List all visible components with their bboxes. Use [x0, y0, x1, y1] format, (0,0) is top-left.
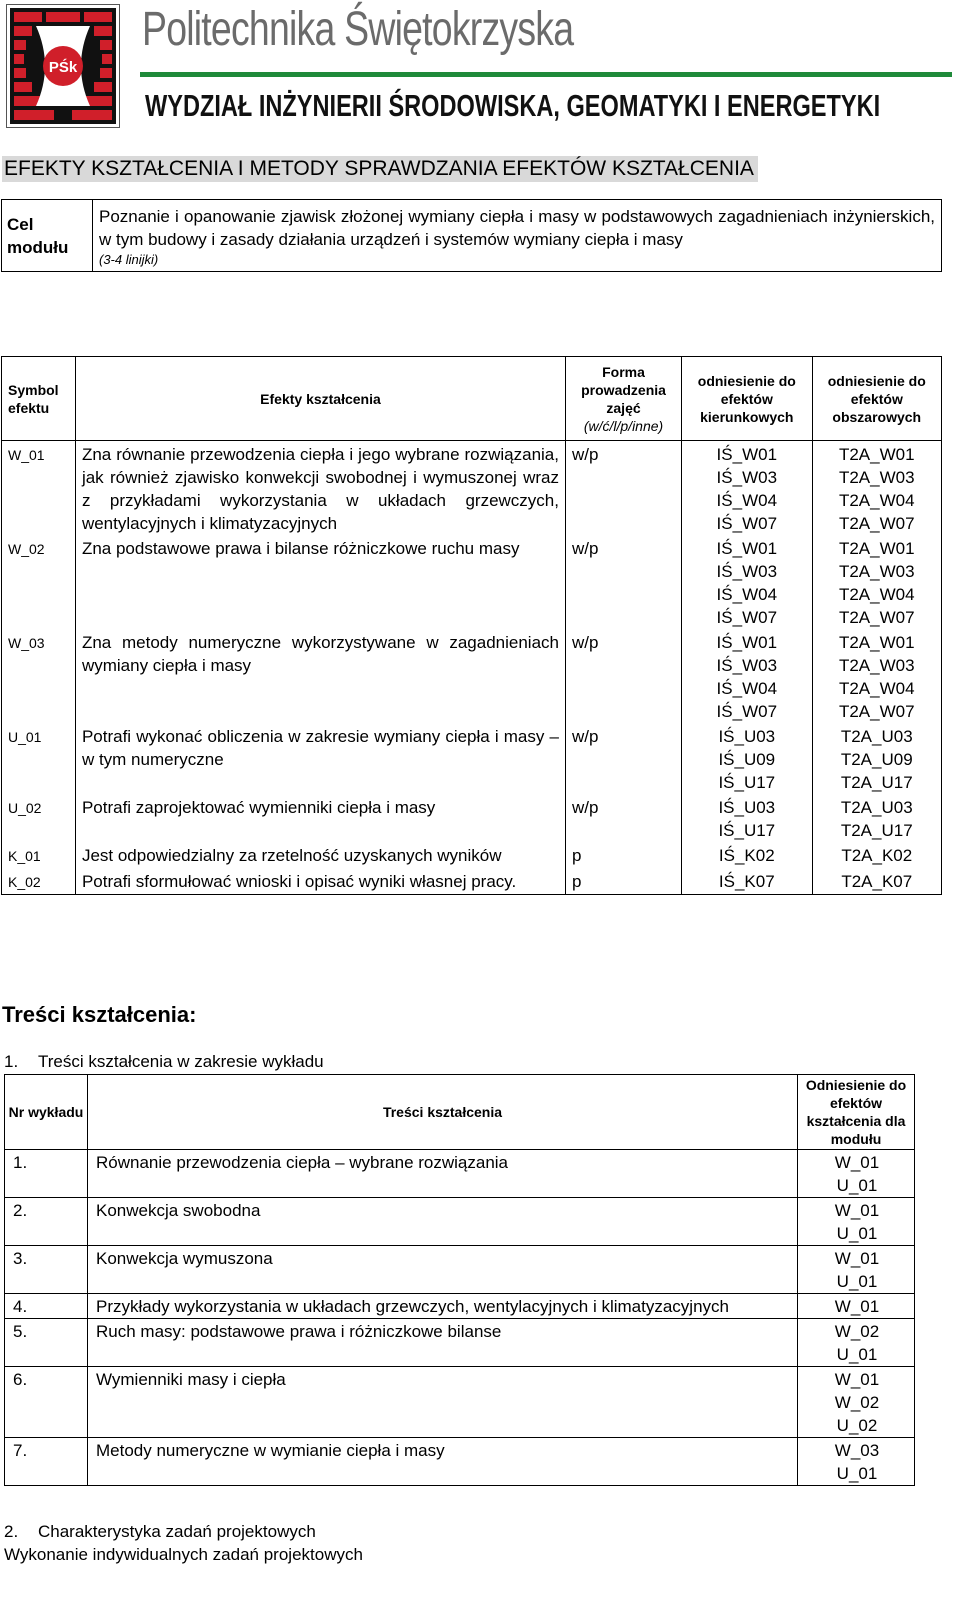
- outcome-description: Zna metody numeryczne wykorzystywane w zagadnieniach wymiany ciepła i masy: [75, 629, 565, 723]
- outcome-kier-refs: IŚ_U03 IŚ_U17: [682, 794, 812, 842]
- lecture-topic: Konwekcja swobodna: [88, 1198, 798, 1246]
- university-name: Politechnika Świętokrzyska: [142, 3, 574, 56]
- lecture-topic: Równanie przewodzenia ciepła – wybrane rozwiązania: [88, 1150, 798, 1198]
- lecture-row: [5, 1367, 915, 1438]
- outcome-row: [2, 868, 942, 895]
- lecture-number: 2.: [5, 1198, 88, 1246]
- outcome-kier-refs: IŚ_W01 IŚ_W03 IŚ_W04 IŚ_W07: [682, 535, 812, 629]
- section-title: EFEKTY KSZTAŁCENIA I METODY SPRAWDZANIA EFEKTÓW KSZTAŁCENIA: [2, 156, 758, 182]
- outcome-forma: w/p: [565, 629, 681, 723]
- university-logo: [6, 4, 120, 128]
- outcome-forma: p: [565, 842, 681, 868]
- lecture-row: [5, 1319, 915, 1367]
- lecture-outcome-refs: W_01 U_01: [798, 1150, 915, 1198]
- lecture-topic: Metody numeryczne w wymianie ciepła i masy: [88, 1438, 798, 1486]
- outcome-row: [2, 794, 942, 842]
- outcome-kier-refs: IŚ_K07: [682, 868, 812, 895]
- lecture-row: [5, 1246, 915, 1294]
- module-goal-cell: [93, 200, 942, 272]
- outcome-symbol: W_02: [2, 535, 76, 629]
- outcome-obsz-refs: T2A_K07: [812, 868, 941, 895]
- outcome-forma: w/p: [565, 723, 681, 794]
- lecture-number: 3.: [5, 1246, 88, 1294]
- outcome-forma: w/p: [565, 441, 681, 536]
- header-efekty: Efekty kształcenia: [75, 357, 565, 441]
- module-goal-label: Cel modułu: [2, 200, 93, 272]
- learning-outcomes-table: [1, 356, 942, 895]
- outcome-obsz-refs: T2A_U03 T2A_U09 T2A_U17: [812, 723, 941, 794]
- outcome-description: Zna równanie przewodzenia ciepła i jego wybrane rozwiązania, jak również zjawisko konwekcji swobodnej i wymuszonej wraz z przykładami wykorzystania w układach grzewczych, wentylacyjnych i klimatyzacyjnych: [75, 441, 565, 536]
- page-header: [0, 0, 960, 140]
- outcome-row: [2, 441, 942, 536]
- lecture-subtitle-num: 1.: [4, 1052, 19, 1071]
- lecture-row: [5, 1438, 915, 1486]
- header-nr: Nr wykładu: [5, 1075, 88, 1150]
- lecture-topic: Przykłady wykorzystania w układach grzewczych, wentylacyjnych i klimatyzacyjnych: [88, 1294, 798, 1319]
- outcome-description: Potrafi wykonać obliczenia w zakresie wymiany ciepła i masy – w tym numeryczne: [75, 723, 565, 794]
- faculty-name: WYDZIAŁ INŻYNIERII ŚRODOWISKA, GEOMATYKI I ENERGETYKI: [145, 88, 881, 123]
- lecture-outcome-refs: W_01 W_02 U_02: [798, 1367, 915, 1438]
- outcome-symbol: U_02: [2, 794, 76, 842]
- outcome-obsz-refs: T2A_W01 T2A_W03 T2A_W04 T2A_W07: [812, 629, 941, 723]
- outcome-description: Potrafi sformułować wnioski i opisać wyniki własnej pracy.: [75, 868, 565, 895]
- outcome-kier-refs: IŚ_U03 IŚ_U09 IŚ_U17: [682, 723, 812, 794]
- project-subtitle-num: 2.: [4, 1522, 19, 1541]
- lecture-content-table: [4, 1074, 915, 1486]
- outcome-symbol: U_01: [2, 723, 76, 794]
- lecture-topic: Konwekcja wymuszona: [88, 1246, 798, 1294]
- tresci-title: Treści kształcenia:: [2, 1002, 197, 1027]
- lecture-subtitle: [4, 1052, 324, 1072]
- header-forma-note: (w/ć/l/p/inne): [583, 417, 664, 434]
- outcome-obsz-refs: T2A_U03 T2A_U17: [812, 794, 941, 842]
- lecture-outcome-refs: W_01 U_01: [798, 1198, 915, 1246]
- outcome-row: [2, 842, 942, 868]
- outcome-obsz-refs: T2A_W01 T2A_W03 T2A_W04 T2A_W07: [812, 535, 941, 629]
- outcome-symbol: K_01: [2, 842, 76, 868]
- lecture-outcome-refs: W_03 U_01: [798, 1438, 915, 1486]
- project-text: Wykonanie indywidualnych zadań projektowych: [4, 1545, 363, 1564]
- outcome-forma: p: [565, 868, 681, 895]
- header-symbol: Symbol efektu: [2, 357, 76, 441]
- lecture-row: [5, 1294, 915, 1319]
- lecture-number: 6.: [5, 1367, 88, 1438]
- outcome-kier-refs: IŚ_W01 IŚ_W03 IŚ_W04 IŚ_W07: [682, 441, 812, 536]
- outcome-kier-refs: IŚ_K02: [682, 842, 812, 868]
- outcome-symbol: W_01: [2, 441, 76, 536]
- outcome-obsz-refs: T2A_K02: [812, 842, 941, 868]
- outcome-kier-refs: IŚ_W01 IŚ_W03 IŚ_W04 IŚ_W07: [682, 629, 812, 723]
- project-section: [4, 1520, 363, 1566]
- logo-text: PŚk: [48, 59, 78, 76]
- module-goal-text: Poznanie i opanowanie zjawisk złożonej wymiany ciepła i masy w podstawowych zagadnieniach inżynierskich, w tym budowy i zasady działania urządzeń i systemów wymiany ciepła i masy: [99, 207, 935, 249]
- project-subtitle-label: Charakterystyka zadań projektowych: [38, 1522, 316, 1541]
- header-tresci: Treści kształcenia: [88, 1075, 798, 1150]
- header-forma-label: Forma prowadzenia zajęć: [581, 363, 666, 416]
- header-forma: [565, 357, 681, 441]
- lecture-outcome-refs: W_01: [798, 1294, 915, 1319]
- outcome-symbol: W_03: [2, 629, 76, 723]
- header-odniesienie: Odniesienie do efektów kształcenia dla modułu: [798, 1075, 915, 1150]
- lecture-subtitle-label: Treści kształcenia w zakresie wykładu: [38, 1052, 324, 1071]
- header-kier: odniesienie do efektów kierunkowych: [682, 357, 812, 441]
- outcome-description: Potrafi zaprojektować wymienniki ciepła i masy: [75, 794, 565, 842]
- lecture-row: [5, 1150, 915, 1198]
- outcome-description: Zna podstawowe prawa i bilanse różniczkowe ruchu masy: [75, 535, 565, 629]
- outcome-obsz-refs: T2A_W01 T2A_W03 T2A_W04 T2A_W07: [812, 441, 941, 536]
- lecture-topic: Ruch masy: podstawowe prawa i różniczkowe bilanse: [88, 1319, 798, 1367]
- header-obsz: odniesienie do efektów obszarowych: [812, 357, 941, 441]
- outcome-description: Jest odpowiedzialny za rzetelność uzyskanych wyników: [75, 842, 565, 868]
- module-goal-note: (3-4 linijki): [99, 252, 159, 267]
- lecture-row: [5, 1198, 915, 1246]
- outcome-row: [2, 723, 942, 794]
- outcome-row: [2, 629, 942, 723]
- lecture-number: 4.: [5, 1294, 88, 1319]
- lecture-number: 7.: [5, 1438, 88, 1486]
- lecture-outcome-refs: W_01 U_01: [798, 1246, 915, 1294]
- outcome-forma: w/p: [565, 794, 681, 842]
- outcome-forma: w/p: [565, 535, 681, 629]
- project-subtitle: [4, 1520, 363, 1543]
- module-goal-table: [1, 199, 942, 272]
- lecture-number: 1.: [5, 1150, 88, 1198]
- header-divider: [140, 72, 952, 77]
- lecture-outcome-refs: W_02 U_01: [798, 1319, 915, 1367]
- lecture-topic: Wymienniki masy i ciepła: [88, 1367, 798, 1438]
- outcome-row: [2, 535, 942, 629]
- outcome-symbol: K_02: [2, 868, 76, 895]
- lecture-number: 5.: [5, 1319, 88, 1367]
